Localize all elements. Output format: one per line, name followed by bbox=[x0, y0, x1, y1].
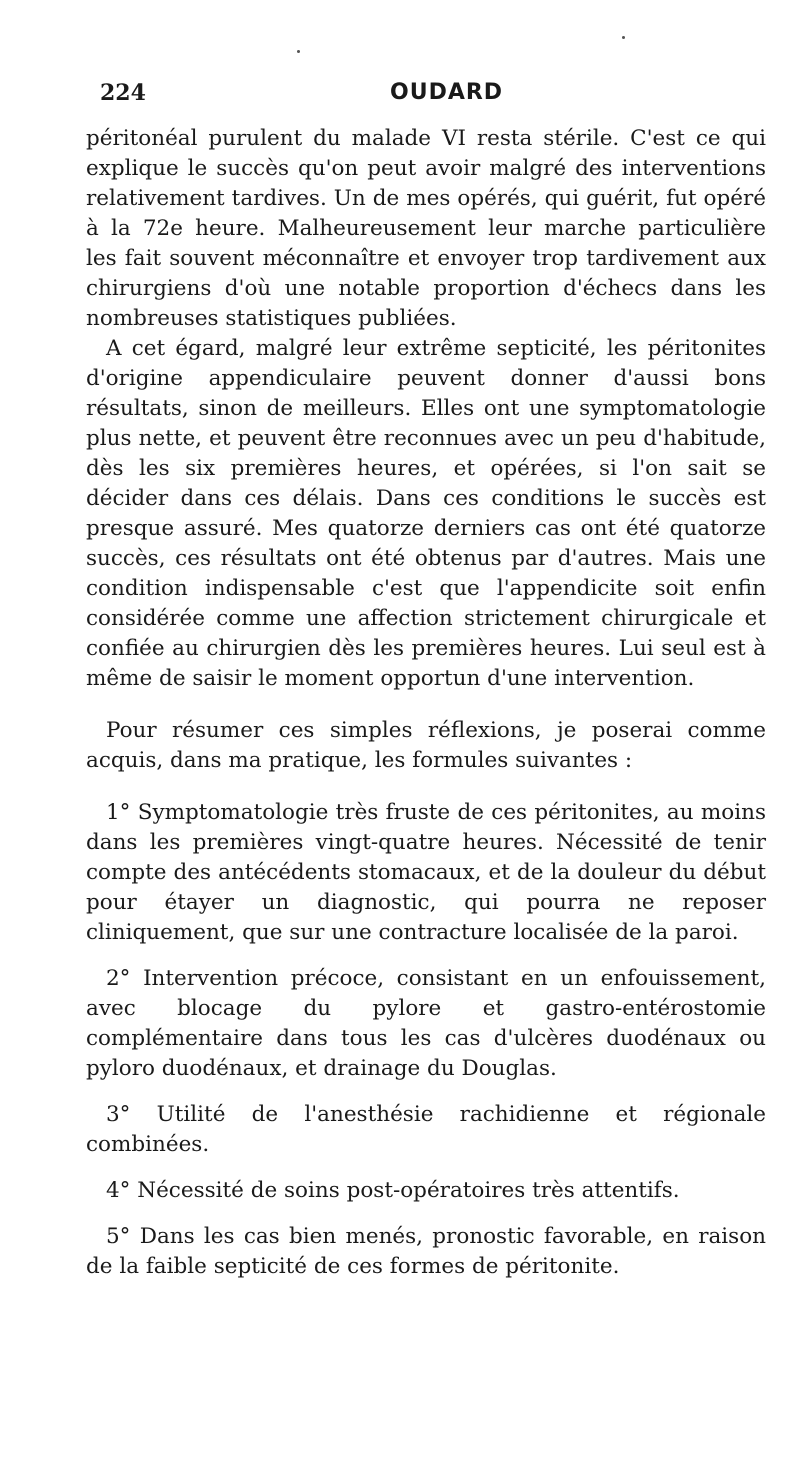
list-item-4: 4° Nécessité de soins post-opératoires très attentifs. bbox=[106, 1178, 680, 1203]
paragraph-appendicite: A cet égard, malgré leur extrême septicité, les péritonites d'origine appendiculaire peuvent donner d'aussi bons résultats, sinon de meilleurs. Elles ont une symptomatologie plus nette, et peuvent être reconnues avec un peu d'habitude, dès les six premières heures, et opérées, si l'on sait se décider dans ces délais. Dans ces conditions le succès est presque assuré. Mes quatorze derniers cas ont été quatorze succès, ces résultats ont été obtenus par d'autres. Mais une condition indispensable c'est que l'appendicite soit enfin considérée comme une affection strictement chirurgicale et confiée au chirurgien dès les premières heures. Lui seul est à même de saisir le moment opportun d'une intervention. bbox=[86, 336, 766, 691]
ink-speck bbox=[622, 36, 625, 39]
page-number: 224 bbox=[100, 80, 146, 106]
running-title: OUDARD bbox=[390, 80, 504, 105]
list-item-1: 1° Symptomatologie très fruste de ces péritonites, au moins dans les premières vingt-quatre heures. Nécessité de tenir compte des antécédents stomacaux, et de la douleur du début pour étayer un diagnostic, qui pourra ne reposer cliniquement, que sur une contracture localisée de la paroi. bbox=[86, 800, 766, 945]
list-item-2: 2° Intervention précoce, consistant en un enfouissement, avec blocage du pylore et gastro-entérostomie complémentaire dans tous les cas d'ulcères duodénaux ou pyloro duodénaux, et drainage du Douglas. bbox=[86, 966, 766, 1081]
list-item-5: 5° Dans les cas bien menés, pronostic favorable, en raison de la faible septicité de ces formes de péritonite. bbox=[86, 1224, 766, 1279]
body-text bbox=[86, 124, 766, 1282]
ink-speck bbox=[297, 50, 300, 53]
page-header bbox=[100, 80, 730, 110]
list-item-3: 3° Utilité de l'anesthésie rachidienne et régionale combinées. bbox=[86, 1102, 766, 1157]
paragraph-summary-intro: Pour résumer ces simples réflexions, je poserai comme acquis, dans ma pratique, les formules suivantes : bbox=[86, 718, 766, 773]
paragraph-continuation: péritonéal purulent du malade VI resta stérile. C'est ce qui explique le succès qu'on peut avoir malgré des interventions relativement tardives. Un de mes opérés, qui guérit, fut opéré à la 72e heure. Malheureusement leur marche particulière les fait souvent méconnaître et envoyer trop tardivement aux chirurgiens d'où une notable proportion d'échecs dans les nombreuses statistiques publiées. bbox=[86, 126, 766, 331]
